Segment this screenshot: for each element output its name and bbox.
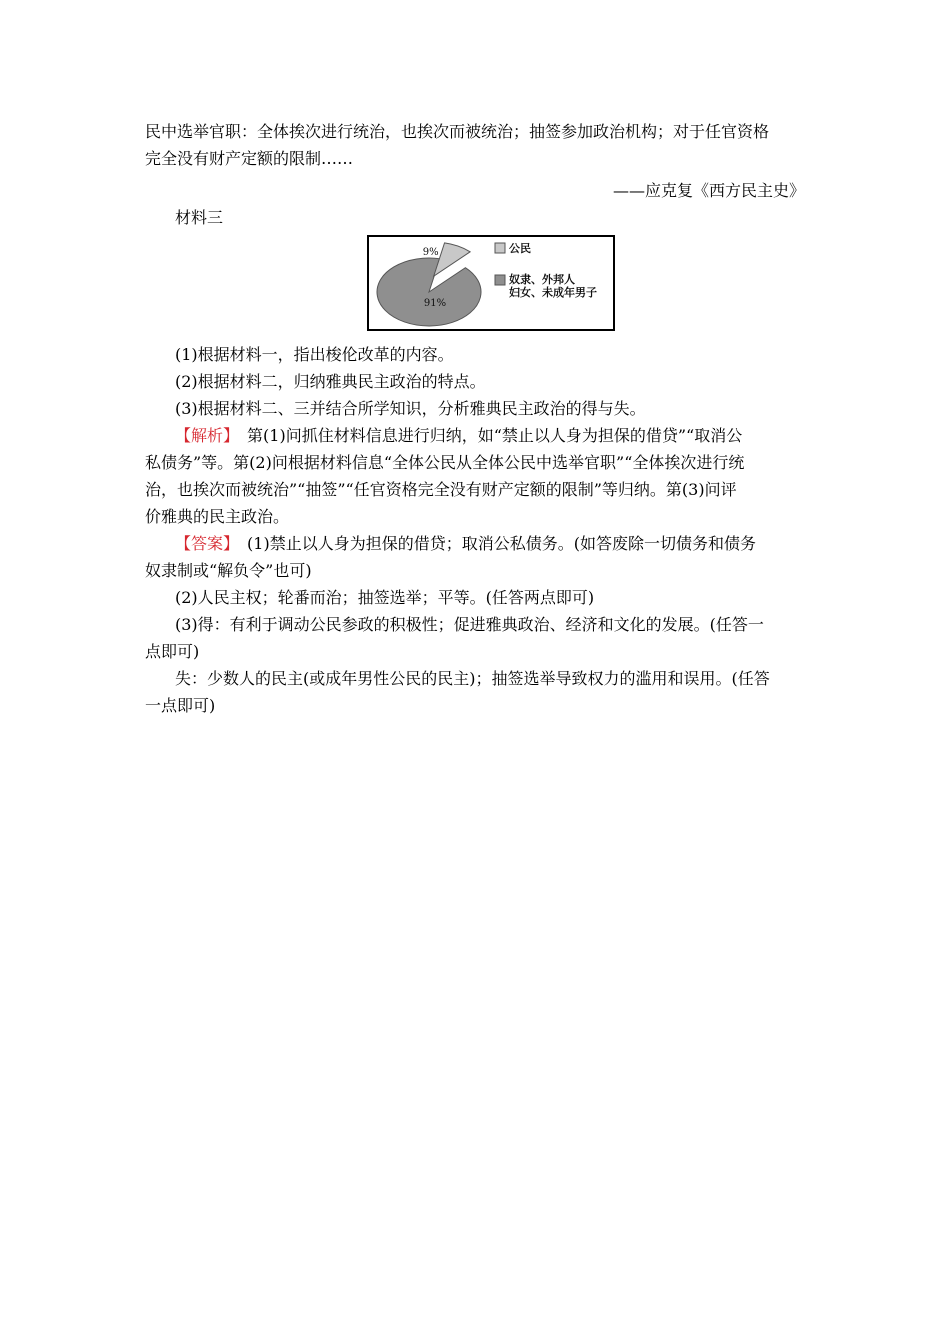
analysis-text: 私债务”等。第(2)问根据材料信息“全体公民从全体公民中选举官职”“全体挨次进行统 — [145, 453, 745, 472]
analysis-text: 价雅典的民主政治。 — [145, 507, 290, 526]
legend-label-others-line-1: 奴隶、外邦人 — [509, 273, 575, 286]
analysis-line — [145, 422, 810, 449]
source-citation: ——应克复《西方民主史》 — [612, 181, 805, 200]
answer-text: 奴隶制或“解负令”也可) — [145, 561, 312, 580]
pie-chart-svg — [369, 237, 617, 333]
pie-slice-slaves-foreigners-women-minors — [377, 258, 481, 326]
text-line: 民中选举官职：全体挨次进行统治，也挨次而被统治；抽签参加政治机构；对于任官资格 — [145, 122, 770, 141]
pie-label-citizens: 9% — [422, 247, 439, 259]
analysis-text: 治，也挨次而被统治”“抽签”“任官资格完全没有财产定额的限制”等归纳。第(3)问评 — [145, 480, 737, 499]
analysis-label: 【解析】 — [175, 426, 232, 445]
legend-label-citizens: 公民 — [509, 242, 531, 255]
legend-label-others-line-2: 妇女、未成年男子 — [509, 286, 597, 299]
text-line: 完全没有财产定额的限制…… — [145, 149, 354, 168]
answer-text: 一点即可) — [145, 696, 216, 715]
question-2: (2)根据材料二，归纳雅典民主政治的特点。 — [175, 372, 486, 391]
answer-text: (3)得：有利于调动公民参政的积极性；促进雅典政治、经济和文化的发展。(任答一 — [175, 615, 764, 634]
answer-line — [145, 530, 810, 557]
legend-swatch-others — [495, 275, 505, 285]
material-two-text — [145, 118, 810, 172]
answer-text: 失：少数人的民主(或成年男性公民的民主)；抽签选举导致权力的滥用和误用。(任答 — [175, 669, 770, 688]
population-pie-chart — [367, 235, 615, 331]
answer-label: 【答案】 — [175, 534, 232, 553]
answer-text: 点即可) — [145, 642, 200, 661]
legend-swatch-citizens — [495, 243, 505, 253]
pie-label-others: 91% — [423, 298, 447, 309]
analysis-text: 第(1)问抓住材料信息进行归纳，如“禁止以人身为担保的借贷”“取消公 — [247, 426, 743, 445]
question-3: (3)根据材料二、三并结合所学知识，分析雅典民主政治的得与失。 — [175, 399, 646, 418]
material-three-label: 材料三 — [175, 208, 224, 227]
questions-and-answers — [145, 341, 810, 719]
answer-text: (1)禁止以人身为担保的借贷；取消公私债务。(如答废除一切债务和债务 — [247, 534, 756, 553]
material-three-heading — [145, 204, 810, 231]
answer-text: (2)人民主权；轮番而治；抽签选举；平等。(任答两点即可) — [175, 588, 595, 607]
question-1: (1)根据材料一，指出梭伦改革的内容。 — [175, 345, 454, 364]
